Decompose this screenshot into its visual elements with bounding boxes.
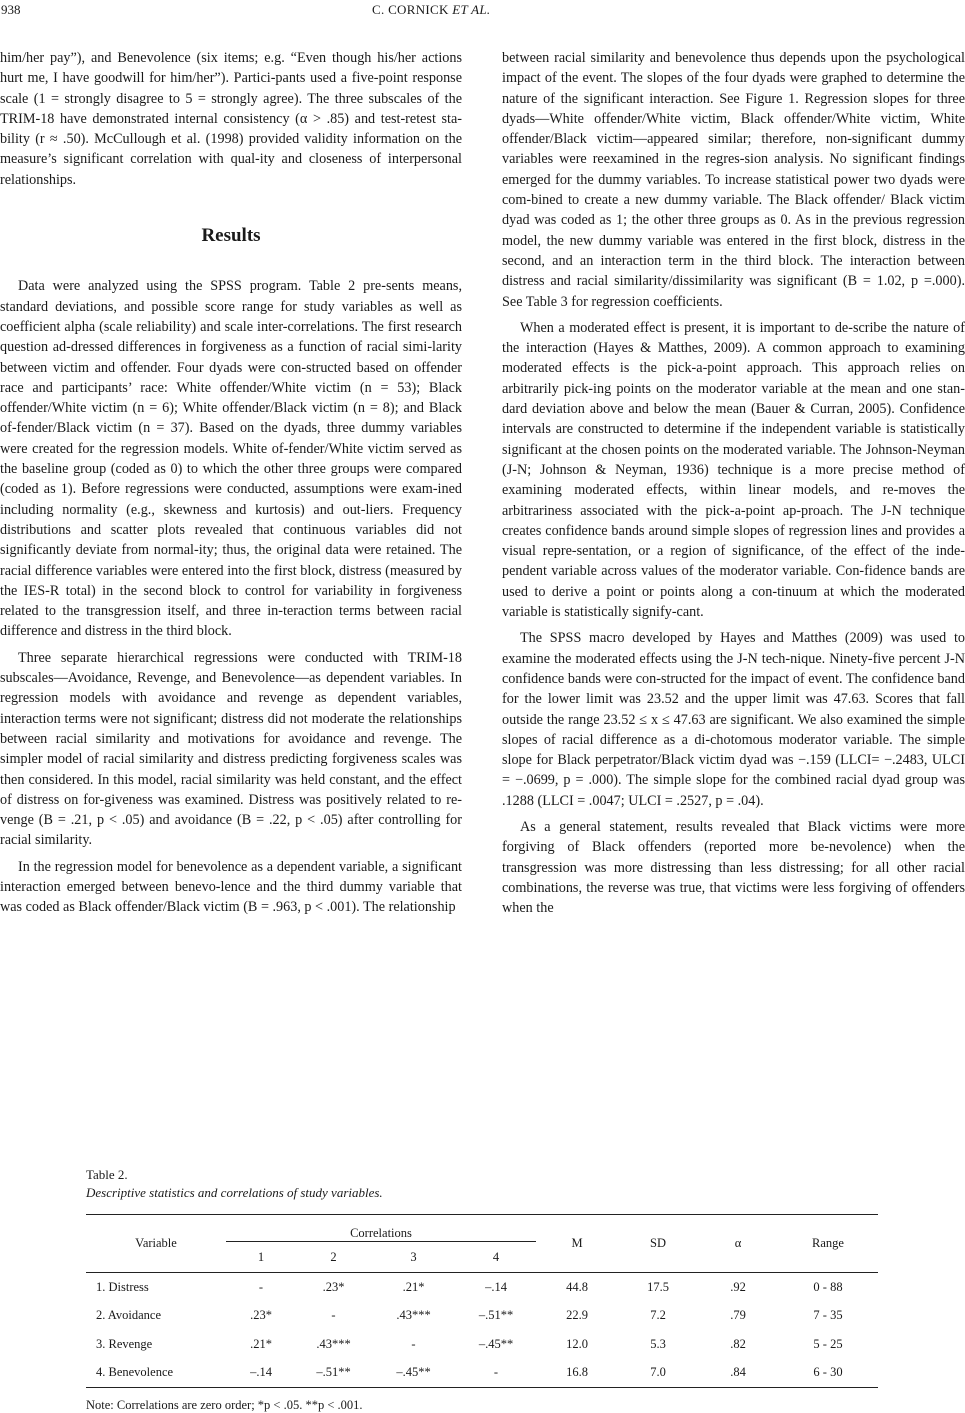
right-column (502, 48, 965, 924)
table-2 (86, 1166, 878, 1413)
table-cell: 3. Revenge (96, 1336, 153, 1351)
header-alpha: α (698, 1215, 778, 1273)
table-cell: 22.9 (566, 1308, 588, 1323)
section-heading-results: Results (201, 225, 261, 247)
table-cell: .21* (402, 1279, 425, 1294)
table-cell: - (456, 1359, 536, 1388)
paragraph: Three separate hierarchical regressions were conducted with TRIM-18 subscales—Avoidance, Revenge, and Benevolence—as dependent variables. In regression models with avoidance and revenge as dependent variables, interaction terms were not significant; distress did not moderate the relationships between racial similarity and motivations for avoidance and revenge. The simpler model of racial similarity and distress predicting forgiveness scales was then considered. In this model, racial similarity was held constant, and the effect of distress on for-giveness was examined. Distress was positively related to re-venge (B = .21, p < .05) and avoidance (B = .22, p < .05) after controlling for racial similarity. (0, 649, 462, 849)
page-header (0, 2, 965, 22)
header-corr-3: 3 (371, 1242, 456, 1273)
table-row (86, 1273, 878, 1302)
table-cell: –.51** (478, 1308, 514, 1323)
table-cell: .43*** (316, 1336, 351, 1351)
table-cell: –.45** (478, 1336, 514, 1351)
descriptive-statistics-table (86, 1214, 878, 1388)
table-cell: .92 (730, 1279, 746, 1294)
paragraph: As a general statement, results revealed that Black victims were more forgiving of Black offenders (reported more be-nevolence) when the transgression was more distressing than less distressing; for all other racial combinations, the reverse was true, that victims were less forgiving of offenders when the (502, 818, 965, 917)
table-cell: .43*** (396, 1308, 431, 1323)
table-cell: –.51** (296, 1359, 371, 1388)
paragraph: Data were analyzed using the SPSS program. Table 2 pre-sents means, standard deviations, and possible score range for study variables as well as coefficient alpha (scale reliability) and scale inter-correlations. The first research question ad-dressed differences in forgiveness as a function of racial simi-larity between victim and offender. Four dyads were con-structed based on offender race and participants’ race: White offender/White victim (n = 53); Black offender/White victim (n = 6); White offender/Black victim (n = 8); and Black of-fender/Black victim (n = 37). Based on the dyads, three dummy variables were created for the regression models. White of-fender/White victim served as the baseline group (coded as 0) to which the other three groups were compared (coded as 1). Before regressions were conducted, assumptions were exam-ined including normality (e.g., skewness and kurtosis) and out-liers. Frequency distributions and scatter plots revealed that continuous variables did not significantly deviate from normal-ity; thus, the original data were retained. The racial difference variables were entered into the first block, distress (measured by the IES-R total) in the second block to control for variability in forgiveness related to the transgression itself, and three in-teraction terms between racial difference and distress in the third block. (0, 278, 462, 640)
table-cell: - (331, 1308, 336, 1323)
table-cell: –.14 (226, 1359, 296, 1388)
header-sd: SD (618, 1215, 698, 1273)
table-cell: 6 - 30 (778, 1359, 878, 1388)
header-variable: Variable (86, 1215, 226, 1273)
table-row (86, 1330, 878, 1359)
table-cell: .23* (322, 1279, 345, 1294)
header-correlations: Correlations (226, 1215, 536, 1242)
table-cell: .84 (698, 1359, 778, 1388)
table-cell: 44.8 (566, 1279, 588, 1294)
running-head (372, 2, 490, 18)
table-cell: 17.5 (647, 1279, 669, 1294)
left-column (0, 48, 462, 924)
table-cell: 12.0 (566, 1336, 588, 1351)
table-note: Note: Correlations are zero order; *p < .05. **p < .001. (86, 1398, 363, 1412)
table-cell: .79 (730, 1308, 746, 1323)
table-cell: 5.3 (650, 1336, 666, 1351)
table-cell: 7.2 (650, 1308, 666, 1323)
table-cell: .21* (250, 1336, 272, 1351)
table-cell: - (411, 1336, 416, 1351)
table-row (86, 1302, 878, 1331)
paragraph: between racial similarity and benevolence thus depends upon the psychological impact of the event. The slopes of the four dyads were graphed to determine the nature of the significant interaction. See Figure 1. Regression slopes for three dyads—White offender/White victim, Black offender/White victim, White offender/Black victim—appeared similar; therefore, non-significant dummy variables were reexamined in the regres-sion analysis. No significant findings emerged for the dummy variables. To increase statistical power two dyads were com-bined to create a new dummy variable. The Black offender/ Black victim dyad was coded as 1; the other three groups as 0. As in the previous regression model, the new dummy variable was entered in the first block, distress in the second, and an interaction term in the third block. The interaction between distress and racial similarity/dissimilarity was significant (B = 1.02, p =.000). See Table 3 for regression coefficients. (502, 50, 965, 310)
header-corr-1: 1 (226, 1242, 296, 1273)
paragraph: When a moderated effect is present, it is important to de-scribe the nature of the interaction (Hayes & Matthes, 2009). A common approach to examining moderated effects is the pick-a-point approach. This approach relies on arbitrarily pick-ing points on the moderator variable at the mean and one stan-dard deviation above and below the mean (Bauer & Curran, 2005). Confidence intervals are constructed to determine if the independent variable is statistically significant at the chosen points on the moderated variable. The Johnson-Neyman (J-N; Johnson & Neyman, 1936) technique is a more precise method of examining moderated effects, within linear models, and re-moves the arbitrariness associated with the pick-a-point ap-proach. The J-N technique creates confidence bands around simple slopes of regression lines and provides a visual repre-sentation, or a region of significance, of the effect of the inde-pendent variable across values of the moderator variable. Con-fidence bands are used to derive a point or points along a con-tinuum at which the moderated variable is statistically signify-cant. (502, 319, 965, 621)
header-corr-4: 4 (456, 1242, 536, 1273)
header-corr-2: 2 (296, 1242, 371, 1273)
running-head-authors: C. CORNICK (372, 2, 449, 17)
table-cell: .82 (730, 1336, 746, 1351)
table-cell: 16.8 (536, 1359, 618, 1388)
header-mean: M (536, 1215, 618, 1273)
table-cell: 1. Distress (96, 1279, 149, 1294)
table-cell: - (258, 1279, 264, 1294)
table-cell: –.14 (485, 1279, 507, 1294)
paragraph: him/her pay”), and Benevolence (six items; e.g. “Even though his/her actions hurt me, I have goodwill for him/her”). Partici-pants used a five-point response scale (1 = strongly disagree to 5 = strongly agree). The three subscales of the TRIM-18 have demonstrated internal consistency (α > .85) and test-retest sta-bility (r ≈ .50). McCullough et al. (1998) provided validity information on the measure’s significant correlation with qual-ity and closeness of interpersonal relationships. (0, 50, 462, 188)
table-label: Table 2. (86, 1167, 128, 1182)
running-head-etal: ET AL. (452, 2, 491, 17)
page-number: 938 (1, 2, 21, 17)
table-cell: 5 - 25 (813, 1336, 843, 1351)
table-cell: .23* (250, 1308, 272, 1323)
table-cell: 7.0 (618, 1359, 698, 1388)
table-cell: 7 - 35 (813, 1308, 843, 1323)
table-cell: 4. Benevolence (86, 1359, 226, 1388)
paragraph: The SPSS macro developed by Hayes and Matthes (2009) was used to examine the moderated effects using the J-N tech-nique. Ninety-five percent J-N confidence bands were con-structed for the impact of event. The confidence band for the lower limit was 23.52 and the upper limit was 47.63. Scores that fall outside the range 23.52 ≤ x ≤ 47.63 are significant. We also examined the simple slopes of racial difference as a di-chotomous moderator variable. The simple slope for Black perpetrator/Black victim dyad was −.159 (LLCI= −.2483, ULCI = −.0699, p = .000). The simple slope for the combined racial dyad group was .1288 (LLCI = .0047; ULCI = .2527, p = .04). (502, 630, 965, 809)
table-cell: –.45** (371, 1359, 456, 1388)
header-range: Range (778, 1215, 878, 1273)
paragraph: In the regression model for benevolence as a dependent variable, a significant interaction emerged between benevo-lence and the third dummy variable that was coded as Black offender/Black victim (B = .963, p < .001). The relationship (0, 858, 462, 916)
table-cell: 0 - 88 (813, 1279, 843, 1294)
table-cell: 2. Avoidance (96, 1308, 162, 1323)
table-row (86, 1359, 878, 1388)
table-caption: Descriptive statistics and correlations of study variables. (86, 1185, 383, 1200)
